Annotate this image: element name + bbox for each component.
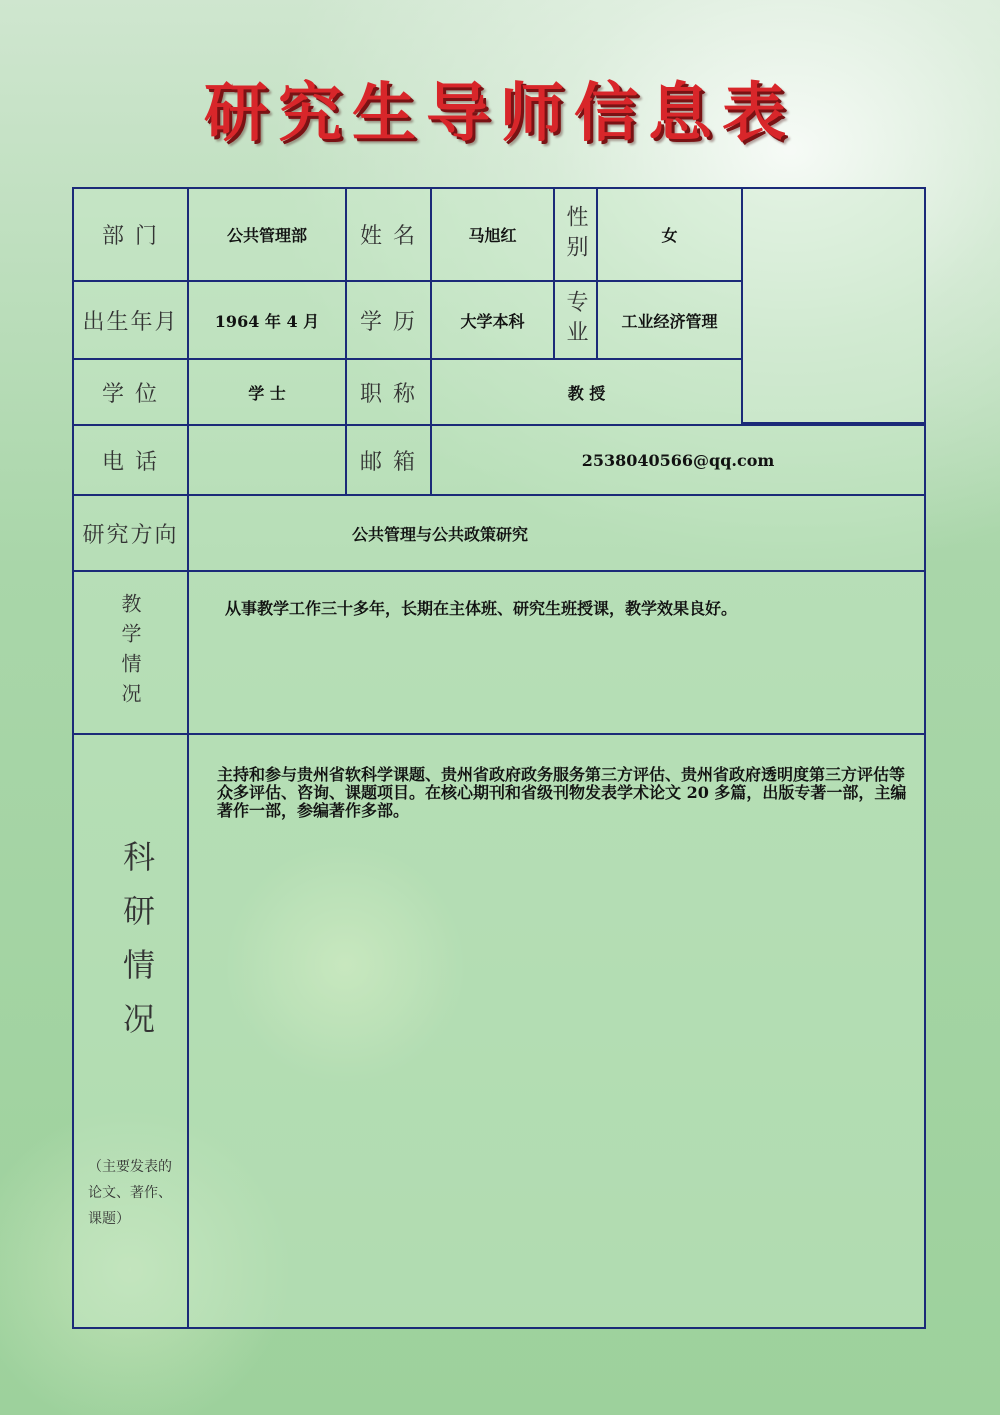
research-work-note: （主要发表的论文、著作、课题） [88, 1159, 172, 1227]
department-value: 公共管理部 [187, 187, 347, 282]
phone-label: 电 话 [72, 424, 189, 496]
title-label: 职 称 [345, 358, 432, 426]
degree-label: 学 位 [72, 358, 189, 426]
birth-label: 出生年月 [72, 280, 189, 360]
degree-value: 学 士 [187, 358, 347, 426]
photo-area [741, 187, 926, 424]
name-value: 马旭红 [430, 187, 555, 282]
page-title: 研究生导师信息表 [204, 77, 796, 151]
email-value: 2538040566@qq.com [430, 424, 926, 496]
research-work-text: 主持和参与贵州省软科学课题、贵州省政府政务服务第三方评估、贵州省政府透明度第三方评估等众多评估、咨询、课题项目。在核心期刊和省级刊物发表学术论文 20 多篇，出版专著一部，主编著作一部，参编著作多部。 [217, 765, 907, 820]
research-direction-label: 研究方向 [72, 494, 189, 572]
department-label: 部 门 [72, 187, 189, 282]
research-direction-value: 公共管理与公共政策研究 [187, 494, 926, 572]
name-label: 姓 名 [345, 187, 432, 282]
birth-value: 1964 年 4 月 [187, 280, 347, 360]
title-value: 教 授 [430, 358, 743, 426]
teaching-text: 从事教学工作三十多年，长期在主体班、研究生班授课，教学效果良好。 [225, 599, 738, 618]
gender-label [553, 187, 598, 282]
teaching-label [72, 570, 189, 735]
gender-label-text: 性别 [563, 204, 588, 265]
major-label [553, 280, 598, 360]
teaching-label-text: 教学情况 [118, 592, 142, 713]
teaching-box [187, 570, 926, 735]
email-label: 邮 箱 [345, 424, 432, 496]
research-work-box [187, 733, 926, 1329]
major-label-text: 专业 [563, 290, 588, 350]
phone-value [187, 424, 347, 496]
education-value: 大学本科 [430, 280, 555, 360]
education-label: 学 历 [345, 280, 432, 360]
major-value: 工业经济管理 [596, 280, 743, 360]
gender-value: 女 [596, 187, 743, 282]
research-work-label: 科研情况 [118, 840, 156, 1056]
